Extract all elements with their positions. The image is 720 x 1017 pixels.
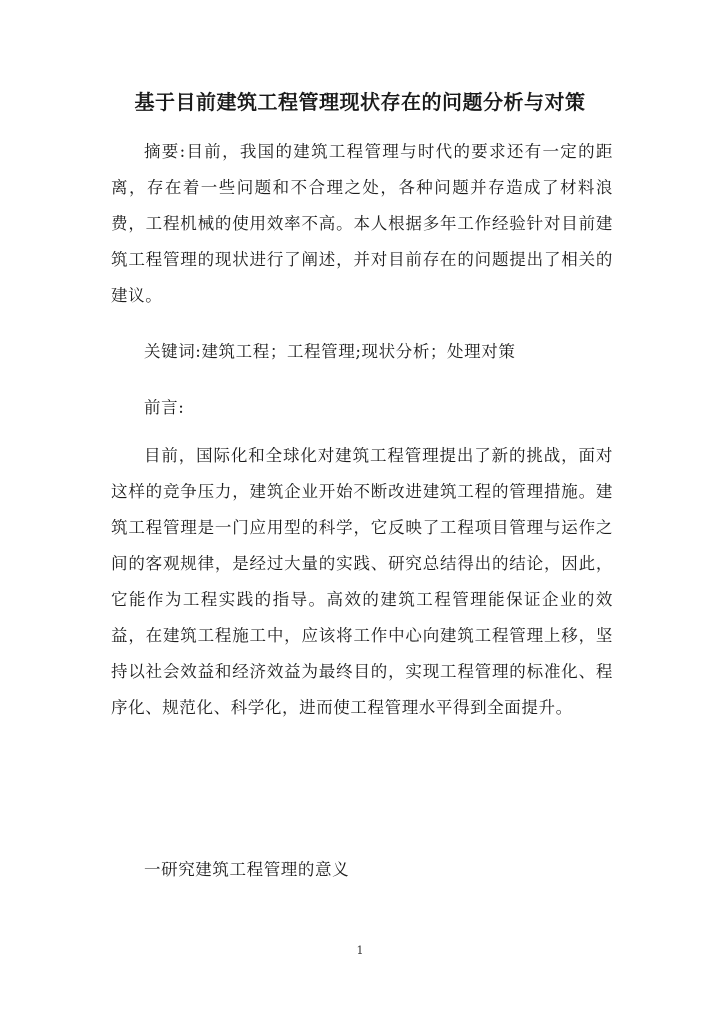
keywords-paragraph: 关键词:建筑工程；工程管理;现状分析；处理对策 [144, 342, 516, 361]
document-title: 基于目前建筑工程管理现状存在的问题分析与对策 [134, 90, 586, 114]
intro-paragraph: 目前，国际化和全球化对建筑工程管理提出了新的挑战，面对这样的竞争压力，建筑企业开始不断改进建筑工程的管理措施。建筑工程管理是一门应用型的科学，它反映了工程项目管理与运作之间的客观规律，是经过大量的实践、研究总结得出的结论，因此，它能作为工程实践的指导。高效的建筑工程管理能保证企业的效益，在建筑工程施工中，应该将工作中心向建筑工程管理上移，坚持以社会效益和经济效益为最终目的，实现工程管理的标准化、程序化、规范化、科学化，进而使工程管理水平得到全面提升。 [111, 446, 613, 717]
page-number: 1 [356, 944, 364, 957]
preface-label: 前言: [144, 398, 185, 417]
section-heading: 一研究建筑工程管理的意义 [144, 860, 350, 879]
abstract-paragraph: 摘要:目前，我国的建筑工程管理与时代的要求还有一定的距离，存在着一些问题和不合理之处，各种问题并存造成了材料浪费，工程机械的使用效率不高。本人根据多年工作经验针对目前建筑工程管理的现状进行了阐述，并对目前存在的问题提出了相关的建议。 [111, 142, 613, 305]
